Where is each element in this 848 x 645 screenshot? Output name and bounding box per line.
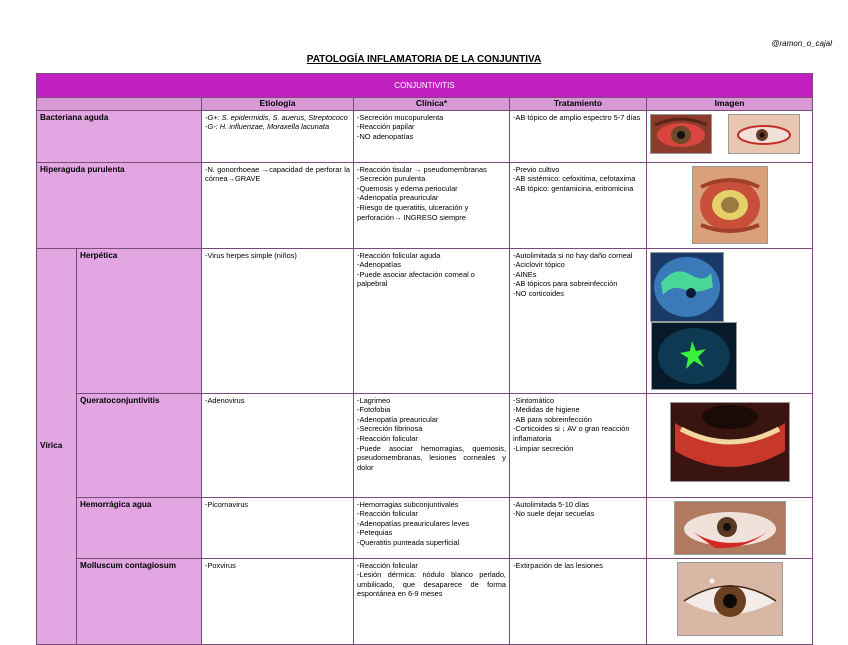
cell-etiologia-molluscum: -Poxvirus — [202, 558, 354, 644]
row-label-bacteriana: Bacteriana aguda — [37, 110, 202, 162]
cell-tratamiento-herpetica: -Autolimitada si no hay daño corneal -Aciclovir tópico -AINEs -AB tópicos para sobreinfección -NO corticoides — [510, 248, 647, 393]
header-clinica: Clínica* — [354, 98, 510, 111]
eye-photo-bacteriana-1 — [650, 114, 712, 154]
cell-imagen-hiperaguda — [647, 162, 813, 248]
row-label-molluscum: Molluscum contagiosum — [77, 558, 202, 644]
cell-etiologia-hiperaguda: -N. gonorrhoeae →capacidad de perforar la córnea→GRAVE — [202, 162, 354, 248]
cell-imagen-bacteriana — [647, 110, 813, 162]
row-label-queratoconjuntivitis: Queratoconjuntivitis — [77, 393, 202, 497]
cell-etiologia-herpetica: -Virus herpes simple (niños) — [202, 248, 354, 393]
eye-photo-hiperaguda — [692, 166, 768, 244]
eye-photo-hemorragica — [674, 501, 786, 555]
header-imagen: Imagen — [647, 98, 813, 111]
eye-photo-herpetica-2 — [651, 322, 737, 390]
cell-clinica-hiperaguda: -Reacción tisular → pseudomembranas -Secreción purulenta -Quemosis y edema periocular -Adenopatía preauricular -Riesgo de queratitis, ulceración y perforación→ INGRESO siempre — [354, 162, 510, 248]
row-label-herpetica: Herpética — [77, 248, 202, 393]
cell-imagen-queratoconjuntivitis — [647, 393, 813, 497]
cell-tratamiento-bacteriana: -AB tópico de amplio espectro 5-7 días — [510, 110, 647, 162]
header-blank — [37, 98, 202, 111]
row-label-virica: Vírica — [37, 248, 77, 644]
cell-tratamiento-hemorragica: -Autolimitada 5-10 días -No suele dejar secuelas — [510, 497, 647, 558]
cell-clinica-molluscum: -Reacción folicular -Lesión dérmica: nódulo blanco perlado, umbilicado, que desaparece de forma espontánea en 6-9 meses — [354, 558, 510, 644]
cell-imagen-molluscum — [647, 558, 813, 644]
header-etiologia: Etiología — [202, 98, 354, 111]
cell-etiologia-bacteriana: -G+: S. epidermidis, S. auerus, Streptococo -G-: H. influenzae, Moraxella lacunata — [202, 110, 354, 162]
cell-clinica-queratoconjuntivitis: -Lagrimeo -Fotofobia -Adenopatía preauricular -Secreción fibrinosa -Reacción folicular -Puede asociar hemorragias, quemosis, pseudomembranas, lesiones corneales y dolor — [354, 393, 510, 497]
cell-tratamiento-molluscum: -Extirpación de las lesiones — [510, 558, 647, 644]
header-tratamiento: Tratamiento — [510, 98, 647, 111]
cell-etiologia-queratoconjuntivitis: -Adenovirus — [202, 393, 354, 497]
cell-tratamiento-queratoconjuntivitis: -Sintomático -Medidas de higiene -AB para sobreinfección -Corticoides si ↓ AV o gran reacción inflamatoria -Limpiar secreción — [510, 393, 647, 497]
cell-clinica-herpetica: -Reacción folicular aguda -Adenopatías -Puede asociar afectación corneal o palpebral — [354, 248, 510, 393]
section-band: CONJUNTIVITIS — [37, 74, 813, 98]
conjunctivitis-table — [36, 73, 813, 645]
cell-clinica-hemorragica: -Hemorragias subconjuntivales -Reacción folicular -Adenopatías preauriculares leves -Petequias -Queratitis punteada superficial — [354, 497, 510, 558]
page-title: PATOLOGÍA INFLAMATORIA DE LA CONJUNTIVA — [306, 54, 542, 65]
cell-etiologia-hemorragica: -Picornavirus — [202, 497, 354, 558]
row-label-hemorragica: Hemorrágica agua — [77, 497, 202, 558]
cell-imagen-hemorragica — [647, 497, 813, 558]
eye-photo-queratoconjuntivitis — [670, 402, 790, 482]
row-label-hiperaguda: Hiperaguda purulenta — [37, 162, 202, 248]
eye-photo-molluscum — [677, 562, 783, 636]
eye-photo-herpetica-1 — [650, 252, 724, 322]
cell-clinica-bacteriana: -Secreción mucopurulenta -Reacción papilar -NO adenopatías — [354, 110, 510, 162]
author-handle: @ramon_o_cajal — [771, 39, 832, 48]
cell-tratamiento-hiperaguda: -Previo cultivo -AB sistémico: cefoxitima, cefotaxima -AB tópico: gentamicina, eritromicina — [510, 162, 647, 248]
eye-photo-bacteriana-2 — [728, 114, 800, 154]
cell-imagen-herpetica — [647, 248, 813, 393]
